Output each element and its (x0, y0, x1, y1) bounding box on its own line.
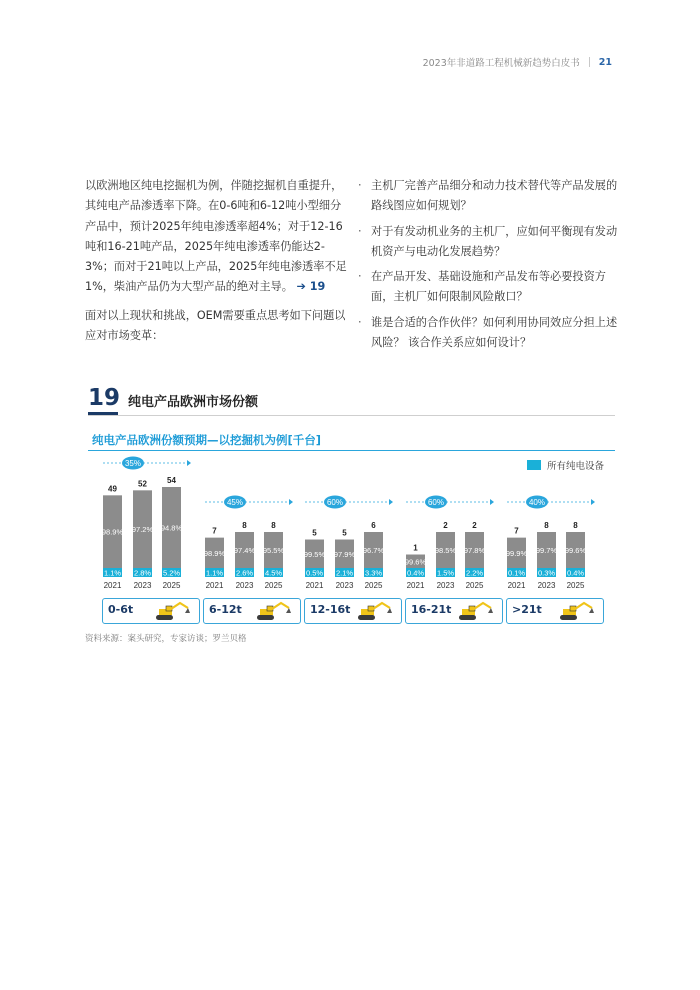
bar-share-label-other: 94.8% (160, 523, 183, 533)
bar-total-label: 8 (544, 521, 549, 530)
category-tab-0-6t (102, 598, 200, 624)
category-tab-over-21t (506, 598, 604, 624)
figure-title: 纯电产品欧洲市场份额 (128, 395, 259, 410)
year-tick-label: 2025 (162, 581, 181, 590)
bar-share-label-electric: 0.1% (507, 568, 526, 578)
bar-share-label-electric: 0.4% (406, 568, 425, 578)
bar-total-label: 1 (413, 543, 418, 553)
question-text: 谁是合适的合作伙伴？如何利用协同效应分担上述风险？ 该合作关系应如何设计？ (371, 315, 618, 350)
year-tick-label: 2023 (537, 581, 556, 590)
header-divider (589, 57, 590, 67)
category-tab-6-12t (203, 598, 301, 624)
bar-total-label: 6 (371, 521, 376, 530)
year-tick-label: 2021 (406, 581, 425, 590)
bar-share-label-other: 99.5% (303, 549, 326, 559)
question-item (357, 267, 619, 308)
chart-title-rule (88, 450, 615, 451)
bar-total-label: 54 (167, 476, 176, 485)
bar-total-label: 7 (514, 526, 519, 536)
bar-share-label-other: 99.7% (535, 546, 558, 555)
growth-arrow-head (389, 499, 393, 505)
year-tick-label: 2025 (465, 581, 484, 590)
figure-reference-link[interactable]: ➔ 19 (296, 280, 326, 294)
figure-number: 19 (88, 385, 121, 411)
bar-total-label: 8 (573, 521, 578, 530)
paragraph-intro-text: 以欧洲地区纯电挖掘机为例，伴随挖掘机自重提升，其纯电产品渗透率下降。在0-6吨和6-12吨小型细分产品中，预计2025年纯电渗透率超4%；对于12-16吨和16-21吨产品，2025年纯电渗透率仍能达2-3%；而对于21吨以上产品，2025年纯电渗透率不足1%，柴油产品仍为大型产品的绝对主导。 (85, 179, 347, 294)
question-text: 主机厂完善产品细分和动力技术替代等产品发展的路线图应如何规划？ (371, 179, 618, 213)
bar-share-label-other: 97.2% (131, 525, 154, 535)
bar-share-label-electric: 2.1% (335, 568, 354, 578)
page-header (423, 55, 612, 69)
excavator-icon (153, 600, 193, 626)
question-text: 在产品开发、基础设施和产品发布等必要投资方面，主机厂如何限制风险敞口？ (371, 270, 606, 304)
bar-share-label-electric: 0.3% (537, 568, 556, 578)
chart-title: 纯电产品欧洲份额预期—以挖掘机为例[千台] (92, 433, 322, 447)
bar-share-label-electric: 1.1% (103, 568, 122, 578)
year-tick-label: 2025 (364, 581, 383, 590)
year-tick-label: 2021 (205, 581, 224, 590)
bar-total-label: 52 (138, 479, 147, 489)
bar-share-label-other: 98.9% (203, 548, 226, 558)
question-list (357, 176, 619, 353)
bar-share-label-electric: 3.3% (364, 568, 383, 578)
question-text: 对于有发动机业务的主机厂，应如何平衡现有发动机资产与电动化发展趋势？ (371, 224, 618, 258)
question-item (357, 222, 619, 263)
year-tick-label: 2023 (235, 581, 254, 590)
bar-share-label-electric: 2.2% (465, 568, 484, 578)
growth-badge-label: 60% (326, 498, 344, 507)
growth-arrow-head (289, 499, 293, 505)
excavator-icon (254, 600, 294, 626)
year-tick-label: 2021 (507, 581, 526, 590)
bullet-icon: · (358, 224, 362, 238)
bar-share-label-other: 97.4% (233, 546, 256, 555)
excavator-icon (355, 600, 395, 626)
bar-total-label: 8 (242, 521, 247, 530)
bar-share-label-electric: 1.1% (205, 568, 224, 578)
bar-share-label-electric: 2.8% (133, 568, 152, 578)
bar-total-label: 7 (212, 526, 217, 536)
growth-badge-label: 40% (528, 498, 546, 507)
bar-share-label-other: 97.9% (333, 549, 356, 559)
question-item (357, 176, 619, 217)
figure-number-underline (88, 412, 118, 415)
category-tab-16-21t (405, 598, 503, 624)
growth-badge-label: 35% (124, 459, 142, 468)
market-share-chart (88, 455, 615, 597)
left-column (85, 176, 347, 354)
source-note: 资料来源：案头研究，专家访谈；罗兰贝格 (85, 634, 247, 644)
bar-share-label-electric: 5.2% (162, 568, 181, 578)
bar-total-label: 5 (312, 528, 317, 538)
bar-total-label: 2 (472, 521, 477, 530)
category-label: 6-12t (209, 603, 242, 616)
bar-share-label-electric: 4.5% (264, 568, 283, 578)
bar-total-label: 8 (271, 521, 276, 530)
year-tick-label: 2025 (264, 581, 283, 590)
bar-total-label: 5 (342, 528, 347, 538)
year-tick-label: 2023 (335, 581, 354, 590)
paragraph-intro (85, 176, 347, 298)
bar-share-label-other: 99.9% (505, 548, 528, 558)
bar-total-label: 2 (443, 521, 448, 530)
bar-share-label-other: 98.9% (101, 527, 124, 537)
bar-share-label-other: 96.7% (362, 546, 385, 555)
bar-share-label-other: 99.6% (564, 546, 587, 555)
bullet-icon: · (358, 179, 362, 192)
category-label: 0-6t (108, 603, 134, 616)
figure-section-header (88, 385, 615, 416)
category-label: 16-21t (411, 603, 452, 616)
bullet-icon: · (358, 270, 362, 284)
year-tick-label: 2023 (436, 581, 455, 590)
bar-share-label-electric: 0.4% (566, 568, 585, 578)
question-item (357, 313, 619, 354)
bar-share-label-other: 98.5% (434, 546, 457, 555)
bullet-icon: · (358, 315, 362, 329)
page-number: 21 (598, 56, 612, 68)
growth-arrow-head (187, 460, 191, 466)
bar-share-label-electric: 1.5% (436, 568, 455, 578)
bar-share-label-electric: 2.6% (235, 568, 254, 578)
right-column (357, 176, 619, 358)
category-tab-12-16t (304, 598, 402, 624)
growth-badge-label: 60% (427, 498, 445, 507)
paragraph-challenges: 面对以上现状和挑战，OEM需要重点思考如下问题以应对市场变革： (85, 308, 346, 343)
bar-share-label-other: 95.5% (262, 546, 285, 555)
legend-label: 所有纯电设备 (547, 461, 605, 472)
year-tick-label: 2023 (133, 581, 152, 590)
bar-share-label-electric: 0.5% (305, 568, 324, 578)
bar-share-label-other: 97.8% (463, 546, 486, 555)
year-tick-label: 2021 (103, 581, 122, 590)
document-title: 2023年非道路工程机械新趋势白皮书 (422, 58, 580, 69)
category-label: >21t (512, 603, 542, 616)
growth-badge-label: 45% (226, 498, 244, 507)
category-label: 12-16t (310, 603, 351, 616)
growth-arrow-head (591, 499, 595, 505)
excavator-icon (557, 600, 597, 626)
excavator-icon (456, 600, 496, 626)
growth-arrow-head (490, 499, 494, 505)
bar-total-label: 49 (108, 484, 117, 494)
bar-share-label-other: 99.6% (404, 557, 427, 567)
year-tick-label: 2025 (566, 581, 585, 590)
year-tick-label: 2021 (305, 581, 324, 590)
